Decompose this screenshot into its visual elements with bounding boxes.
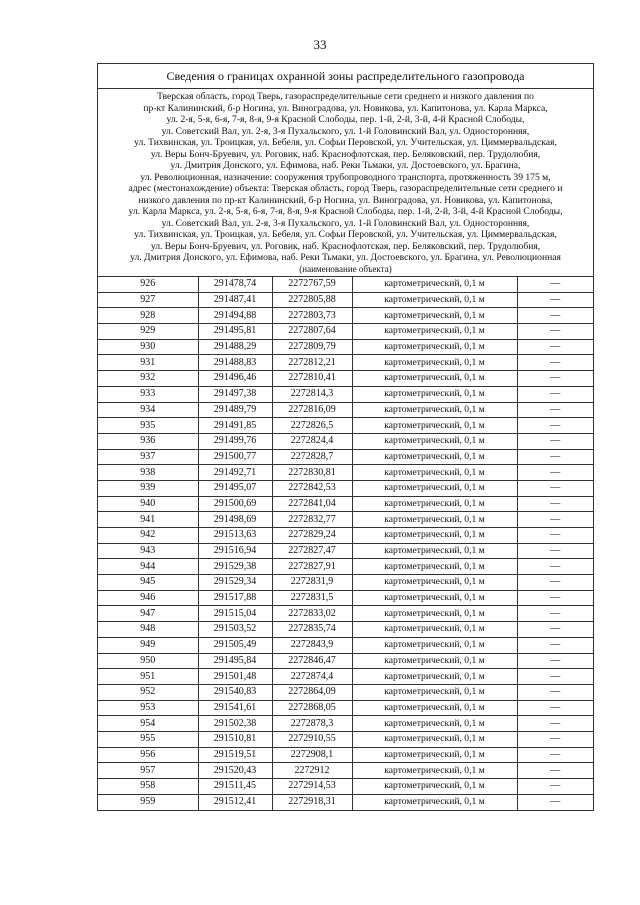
method-accuracy-cell: картометрический, 0,1 м	[352, 418, 517, 434]
y-coordinate-cell: 2272864,09	[272, 684, 352, 700]
table-row	[98, 543, 593, 559]
y-coordinate-cell: 2272843,9	[272, 637, 352, 653]
description-line: ул. Тихвинская, ул. Троицкая, ул. Бебеля, ул. Софьи Перовской, ул. Учительская, ул. Циммервальдская,	[134, 137, 557, 148]
note-cell: —	[517, 512, 593, 528]
x-coordinate-cell: 291495,81	[198, 324, 272, 340]
note-cell: —	[517, 528, 593, 544]
table-row	[98, 277, 593, 293]
method-accuracy-cell: картометрический, 0,1 м	[352, 543, 517, 559]
method-accuracy-cell: картометрический, 0,1 м	[352, 528, 517, 544]
table-row	[98, 402, 593, 418]
note-cell: —	[517, 606, 593, 622]
table-row	[98, 433, 593, 449]
x-coordinate-cell: 291499,76	[198, 433, 272, 449]
y-coordinate-cell: 2272814,3	[272, 386, 352, 402]
description-line: Тверская область, город Тверь, газораспределительные сети среднего и низкого давления по	[157, 91, 534, 102]
point-number-cell: 951	[98, 669, 198, 685]
table-row	[98, 763, 593, 779]
x-coordinate-cell: 291515,04	[198, 606, 272, 622]
point-number-cell: 940	[98, 496, 198, 512]
table-row	[98, 684, 593, 700]
object-description	[98, 89, 593, 277]
method-accuracy-cell: картометрический, 0,1 м	[352, 355, 517, 371]
x-coordinate-cell: 291513,63	[198, 528, 272, 544]
table-row	[98, 622, 593, 638]
x-coordinate-cell: 291487,41	[198, 292, 272, 308]
table-row	[98, 339, 593, 355]
note-cell: —	[517, 637, 593, 653]
note-cell: —	[517, 277, 593, 293]
point-number-cell: 945	[98, 575, 198, 591]
method-accuracy-cell: картометрический, 0,1 м	[352, 575, 517, 591]
point-number-cell: 928	[98, 308, 198, 324]
method-accuracy-cell: картометрический, 0,1 м	[352, 308, 517, 324]
method-accuracy-cell: картометрический, 0,1 м	[352, 606, 517, 622]
table-row	[98, 449, 593, 465]
x-coordinate-cell: 291478,74	[198, 277, 272, 293]
y-coordinate-cell: 2272878,3	[272, 716, 352, 732]
method-accuracy-cell: картометрический, 0,1 м	[352, 339, 517, 355]
point-number-cell: 948	[98, 622, 198, 638]
description-line: ул. Веры Бонч-Бруевич, ул. Роговик, наб. Краснофлотская, пер. Беляковский, пер. Трудолюбия,	[150, 240, 541, 252]
table-row	[98, 716, 593, 732]
y-coordinate-cell: 2272824,4	[272, 433, 352, 449]
point-number-cell: 927	[98, 292, 198, 308]
x-coordinate-cell: 291516,94	[198, 543, 272, 559]
x-coordinate-cell: 291500,77	[198, 449, 272, 465]
note-cell: —	[517, 324, 593, 340]
y-coordinate-cell: 2272807,64	[272, 324, 352, 340]
table-row	[98, 700, 593, 716]
x-coordinate-cell: 291489,79	[198, 402, 272, 418]
method-accuracy-cell: картометрический, 0,1 м	[352, 669, 517, 685]
x-coordinate-cell: 291491,85	[198, 418, 272, 434]
table-row	[98, 512, 593, 528]
point-number-cell: 930	[98, 339, 198, 355]
y-coordinate-cell: 2272831,9	[272, 575, 352, 591]
y-coordinate-cell: 2272830,81	[272, 465, 352, 481]
table-row	[98, 779, 593, 795]
table-row	[98, 465, 593, 481]
method-accuracy-cell: картометрический, 0,1 м	[352, 653, 517, 669]
description-line: ул. 2-я, 5-я, 6-я, 7-я, 8-я, 9-я Красной Слободы, пер. 1-й, 2-й, 3-й, 4-й Красной Слободы,	[166, 114, 525, 125]
method-accuracy-cell: картометрический, 0,1 м	[352, 512, 517, 528]
method-accuracy-cell: картометрический, 0,1 м	[352, 779, 517, 795]
table-row	[98, 637, 593, 653]
note-cell: —	[517, 590, 593, 606]
note-cell: —	[517, 308, 593, 324]
table-row	[98, 496, 593, 512]
note-cell: —	[517, 653, 593, 669]
y-coordinate-cell: 2272910,55	[272, 731, 352, 747]
method-accuracy-cell: картометрический, 0,1 м	[352, 684, 517, 700]
table-row	[98, 528, 593, 544]
point-number-cell: 955	[98, 731, 198, 747]
point-number-cell: 939	[98, 480, 198, 496]
point-number-cell: 926	[98, 277, 198, 293]
x-coordinate-cell: 291517,88	[198, 590, 272, 606]
object-name-caption: (наименование объекта)	[299, 263, 392, 274]
y-coordinate-cell: 2272809,79	[272, 339, 352, 355]
note-cell: —	[517, 339, 593, 355]
description-line: ул. Тихвинская, ул. Троицкая, ул. Бебеля, ул. Софьи Перовской, ул. Учительская, ул. Циммервальдская,	[134, 229, 557, 240]
table-row	[98, 324, 593, 340]
description-line: пр-кт Калининский, б-р Ногина, ул. Виноградова, ул. Новикова, ул. Капитонова, ул. Карла Маркса,	[143, 102, 548, 114]
note-cell: —	[517, 622, 593, 638]
point-number-cell: 929	[98, 324, 198, 340]
note-cell: —	[517, 763, 593, 779]
x-coordinate-cell: 291494,88	[198, 308, 272, 324]
note-cell: —	[517, 669, 593, 685]
method-accuracy-cell: картометрический, 0,1 м	[352, 449, 517, 465]
y-coordinate-cell: 2272810,41	[272, 371, 352, 387]
note-cell: —	[517, 716, 593, 732]
y-coordinate-cell: 2272805,88	[272, 292, 352, 308]
note-cell: —	[517, 449, 593, 465]
x-coordinate-cell: 291495,07	[198, 480, 272, 496]
note-cell: —	[517, 433, 593, 449]
y-coordinate-cell: 2272918,31	[272, 794, 352, 810]
note-cell: —	[517, 543, 593, 559]
method-accuracy-cell: картометрический, 0,1 м	[352, 731, 517, 747]
x-coordinate-cell: 291540,83	[198, 684, 272, 700]
method-accuracy-cell: картометрический, 0,1 м	[352, 324, 517, 340]
point-number-cell: 954	[98, 716, 198, 732]
y-coordinate-cell: 2272803,73	[272, 308, 352, 324]
table-row	[98, 669, 593, 685]
method-accuracy-cell: картометрический, 0,1 м	[352, 622, 517, 638]
method-accuracy-cell: картометрический, 0,1 м	[352, 433, 517, 449]
method-accuracy-cell: картометрический, 0,1 м	[352, 277, 517, 293]
method-accuracy-cell: картометрический, 0,1 м	[352, 386, 517, 402]
method-accuracy-cell: картометрический, 0,1 м	[352, 402, 517, 418]
method-accuracy-cell: картометрический, 0,1 м	[352, 559, 517, 575]
point-number-cell: 952	[98, 684, 198, 700]
point-number-cell: 947	[98, 606, 198, 622]
table-row	[98, 371, 593, 387]
table-row	[98, 418, 593, 434]
y-coordinate-cell: 2272826,5	[272, 418, 352, 434]
note-cell: —	[517, 465, 593, 481]
x-coordinate-cell: 291496,46	[198, 371, 272, 387]
page-number: 33	[313, 37, 327, 52]
x-coordinate-cell: 291520,43	[198, 763, 272, 779]
point-number-cell: 946	[98, 590, 198, 606]
point-number-cell: 958	[98, 779, 198, 795]
y-coordinate-cell: 2272841,04	[272, 496, 352, 512]
table-row	[98, 559, 593, 575]
y-coordinate-cell: 2272767,59	[272, 277, 352, 293]
coordinates-table-body	[98, 277, 593, 810]
table-row	[98, 794, 593, 810]
x-coordinate-cell: 291488,83	[198, 355, 272, 371]
x-coordinate-cell: 291541,61	[198, 700, 272, 716]
note-cell: —	[517, 480, 593, 496]
table-row	[98, 653, 593, 669]
method-accuracy-cell: картометрический, 0,1 м	[352, 292, 517, 308]
point-number-cell: 956	[98, 747, 198, 763]
y-coordinate-cell: 2272816,09	[272, 402, 352, 418]
x-coordinate-cell: 291529,38	[198, 559, 272, 575]
table-row	[98, 480, 593, 496]
y-coordinate-cell: 2272831,5	[272, 590, 352, 606]
point-number-cell: 932	[98, 371, 198, 387]
point-number-cell: 950	[98, 653, 198, 669]
coordinates-table	[98, 277, 593, 810]
y-coordinate-cell: 2272832,77	[272, 512, 352, 528]
note-cell: —	[517, 747, 593, 763]
table-row	[98, 590, 593, 606]
note-cell: —	[517, 684, 593, 700]
description-line: адрес (местонахождение) объекта: Тверская область, город Тверь, газораспределительные сети среднего и	[128, 183, 563, 194]
note-cell: —	[517, 731, 593, 747]
point-number-cell: 943	[98, 543, 198, 559]
point-number-cell: 953	[98, 700, 198, 716]
method-accuracy-cell: картометрический, 0,1 м	[352, 716, 517, 732]
method-accuracy-cell: картометрический, 0,1 м	[352, 371, 517, 387]
point-number-cell: 936	[98, 433, 198, 449]
x-coordinate-cell: 291511,45	[198, 779, 272, 795]
point-number-cell: 933	[98, 386, 198, 402]
x-coordinate-cell: 291492,71	[198, 465, 272, 481]
method-accuracy-cell: картометрический, 0,1 м	[352, 465, 517, 481]
point-number-cell: 957	[98, 763, 198, 779]
point-number-cell: 938	[98, 465, 198, 481]
table-row	[98, 575, 593, 591]
document-title: Сведения о границах охранной зоны распределительного газопровода	[98, 64, 593, 89]
y-coordinate-cell: 2272833,02	[272, 606, 352, 622]
y-coordinate-cell: 2272846,47	[272, 653, 352, 669]
method-accuracy-cell: картометрический, 0,1 м	[352, 480, 517, 496]
table-row	[98, 386, 593, 402]
note-cell: —	[517, 386, 593, 402]
description-line: ул. Веры Бонч-Бруевич, ул. Роговик, наб. Краснофлотская, пер. Беляковский, пер. Трудолюбия,	[150, 148, 541, 160]
y-coordinate-cell: 2272842,53	[272, 480, 352, 496]
x-coordinate-cell: 291500,69	[198, 496, 272, 512]
x-coordinate-cell: 291498,69	[198, 512, 272, 528]
x-coordinate-cell: 291512,41	[198, 794, 272, 810]
y-coordinate-cell: 2272827,47	[272, 543, 352, 559]
table-row	[98, 606, 593, 622]
note-cell: —	[517, 779, 593, 795]
method-accuracy-cell: картометрический, 0,1 м	[352, 747, 517, 763]
x-coordinate-cell: 291519,51	[198, 747, 272, 763]
y-coordinate-cell: 2272868,05	[272, 700, 352, 716]
description-line: ул. Советский Вал, ул. 2-я, 3-я Пухальского, ул. 1-й Головинский Вал, ул. Односторонняя,	[161, 125, 530, 137]
point-number-cell: 934	[98, 402, 198, 418]
x-coordinate-cell: 291488,29	[198, 339, 272, 355]
description-line: ул. Дмитрия Донского, ул. Ефимова, наб. Реки Тьмаки, ул. Достоевского, ул. Брагина,	[170, 160, 521, 171]
table-row	[98, 308, 593, 324]
table-row	[98, 747, 593, 763]
method-accuracy-cell: картометрический, 0,1 м	[352, 763, 517, 779]
description-line: ул. Карла Маркса, ул. 2-я, 5-я, 6-я, 7-я, 8-я, 9-я Красной Слободы, пер. 1-й, 2-й, 3-й, 4-й Красной Слободы,	[128, 206, 563, 217]
x-coordinate-cell: 291505,49	[198, 637, 272, 653]
y-coordinate-cell: 2272828,7	[272, 449, 352, 465]
note-cell: —	[517, 371, 593, 387]
note-cell: —	[517, 402, 593, 418]
point-number-cell: 941	[98, 512, 198, 528]
y-coordinate-cell: 2272827,91	[272, 559, 352, 575]
description-line: ул. Дмитрия Донского, ул. Ефимова, наб. Реки Тьмаки, ул. Достоевского, ул. Брагина, ул. Революционная	[130, 252, 561, 263]
note-cell: —	[517, 355, 593, 371]
point-number-cell: 935	[98, 418, 198, 434]
document-frame	[97, 63, 594, 811]
table-row	[98, 355, 593, 371]
method-accuracy-cell: картометрический, 0,1 м	[352, 496, 517, 512]
description-line: низкого давления по пр-кт Калининский, б-р Ногина, ул. Виноградова, ул. Новикова, ул. Капитонова,	[138, 194, 553, 206]
description-line: ул. Советский Вал, ул. 2-я, 3-я Пухальского, ул. 1-й Головинский Вал, ул. Односторонняя,	[161, 217, 530, 229]
x-coordinate-cell: 291497,38	[198, 386, 272, 402]
y-coordinate-cell: 2272829,24	[272, 528, 352, 544]
note-cell: —	[517, 575, 593, 591]
point-number-cell: 959	[98, 794, 198, 810]
note-cell: —	[517, 292, 593, 308]
description-line: ул. Революционная, назначение: сооружения трубопроводного транспорта, протяженность 39 175 м,	[140, 171, 551, 183]
note-cell: —	[517, 794, 593, 810]
note-cell: —	[517, 700, 593, 716]
method-accuracy-cell: картометрический, 0,1 м	[352, 794, 517, 810]
method-accuracy-cell: картометрический, 0,1 м	[352, 700, 517, 716]
note-cell: —	[517, 496, 593, 512]
note-cell: —	[517, 418, 593, 434]
y-coordinate-cell: 2272835,74	[272, 622, 352, 638]
y-coordinate-cell: 2272912	[272, 763, 352, 779]
method-accuracy-cell: картометрический, 0,1 м	[352, 637, 517, 653]
x-coordinate-cell: 291510,81	[198, 731, 272, 747]
point-number-cell: 937	[98, 449, 198, 465]
x-coordinate-cell: 291529,34	[198, 575, 272, 591]
point-number-cell: 942	[98, 528, 198, 544]
y-coordinate-cell: 2272914,53	[272, 779, 352, 795]
method-accuracy-cell: картометрический, 0,1 м	[352, 590, 517, 606]
point-number-cell: 944	[98, 559, 198, 575]
point-number-cell: 949	[98, 637, 198, 653]
y-coordinate-cell: 2272874,4	[272, 669, 352, 685]
note-cell: —	[517, 559, 593, 575]
x-coordinate-cell: 291495,84	[198, 653, 272, 669]
y-coordinate-cell: 2272908,1	[272, 747, 352, 763]
table-row	[98, 731, 593, 747]
x-coordinate-cell: 291503,52	[198, 622, 272, 638]
table-row	[98, 292, 593, 308]
point-number-cell: 931	[98, 355, 198, 371]
x-coordinate-cell: 291502,38	[198, 716, 272, 732]
x-coordinate-cell: 291501,48	[198, 669, 272, 685]
y-coordinate-cell: 2272812,21	[272, 355, 352, 371]
